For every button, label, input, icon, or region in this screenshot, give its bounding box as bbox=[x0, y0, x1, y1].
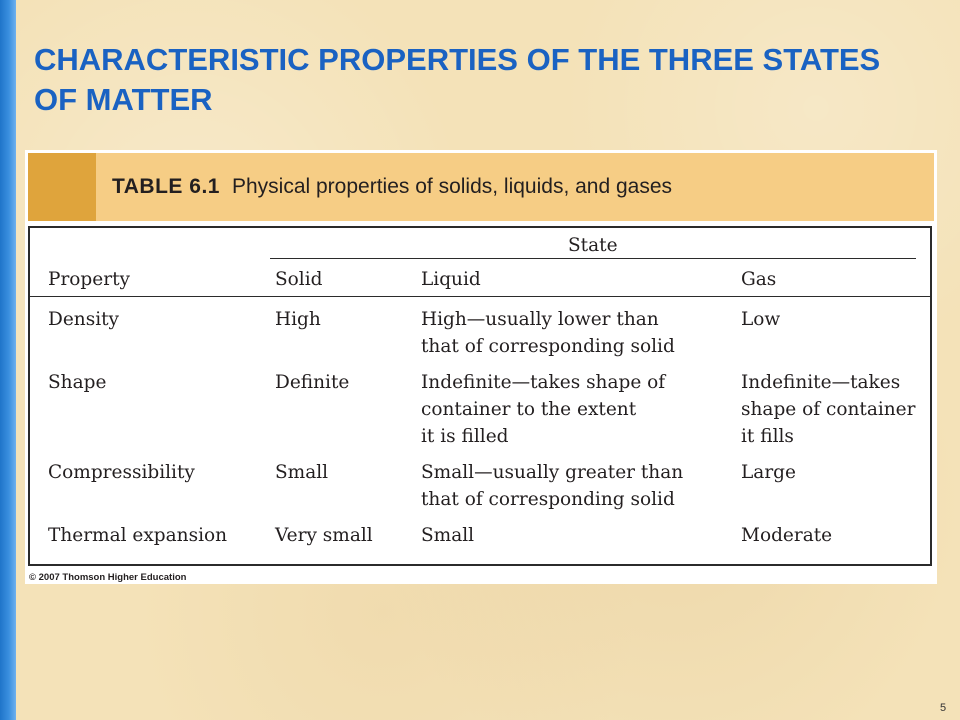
row-thermal-expansion-gas: Moderate bbox=[741, 525, 833, 546]
state-group-header: State bbox=[568, 235, 618, 256]
row-density-liquid-line-2: that of corresponding solid bbox=[421, 336, 675, 357]
header-solid: Solid bbox=[275, 269, 323, 290]
slide-title: CHARACTERISTIC PROPERTIES OF THE THREE STATES OF MATTER bbox=[34, 42, 881, 117]
state-header-rule bbox=[270, 258, 916, 259]
row-thermal-expansion-solid: Very small bbox=[275, 525, 373, 546]
row-shape-liquid-line-1: Indefinite—takes shape of bbox=[421, 372, 666, 393]
row-shape-gas-line-2: shape of container bbox=[741, 399, 916, 420]
header-property: Property bbox=[48, 269, 130, 290]
row-compressibility-liquid-line-2: that of corresponding solid bbox=[421, 489, 675, 510]
row-compressibility-property: Compressibility bbox=[48, 462, 195, 483]
row-density-liquid-line-1: High—usually lower than bbox=[421, 309, 659, 330]
banner-tab bbox=[28, 153, 96, 221]
row-shape-gas-line-3: it fills bbox=[741, 426, 794, 447]
row-compressibility-solid: Small bbox=[275, 462, 329, 483]
header-liquid: Liquid bbox=[421, 269, 481, 290]
row-density-property: Density bbox=[48, 309, 119, 330]
table-caption-text: Physical properties of solids, liquids, and gases bbox=[231, 175, 673, 198]
left-accent-bar bbox=[0, 0, 16, 720]
header-rule bbox=[30, 296, 930, 297]
row-thermal-expansion-liquid: Small bbox=[421, 525, 475, 546]
table-panel bbox=[25, 150, 937, 584]
row-shape-solid: Definite bbox=[275, 372, 350, 393]
row-shape-liquid-line-3: it is filled bbox=[421, 426, 509, 447]
row-shape-liquid-line-2: container to the extent bbox=[421, 399, 637, 420]
table-caption bbox=[112, 175, 672, 199]
properties-table bbox=[28, 226, 932, 566]
page-number: 5 bbox=[940, 702, 947, 714]
row-density-gas: Low bbox=[741, 309, 781, 330]
row-shape-gas-line-1: Indefinite—takes bbox=[741, 372, 901, 393]
row-density-solid: High bbox=[275, 309, 321, 330]
row-compressibility-gas: Large bbox=[741, 462, 796, 483]
table-label: TABLE 6.1 bbox=[112, 175, 220, 198]
header-gas: Gas bbox=[741, 269, 777, 290]
row-shape-property: Shape bbox=[48, 372, 107, 393]
copyright-notice: © 2007 Thomson Higher Education bbox=[29, 572, 187, 583]
row-thermal-expansion-property: Thermal expansion bbox=[48, 525, 228, 546]
row-compressibility-liquid-line-1: Small—usually greater than bbox=[421, 462, 684, 483]
table-banner bbox=[28, 153, 934, 221]
